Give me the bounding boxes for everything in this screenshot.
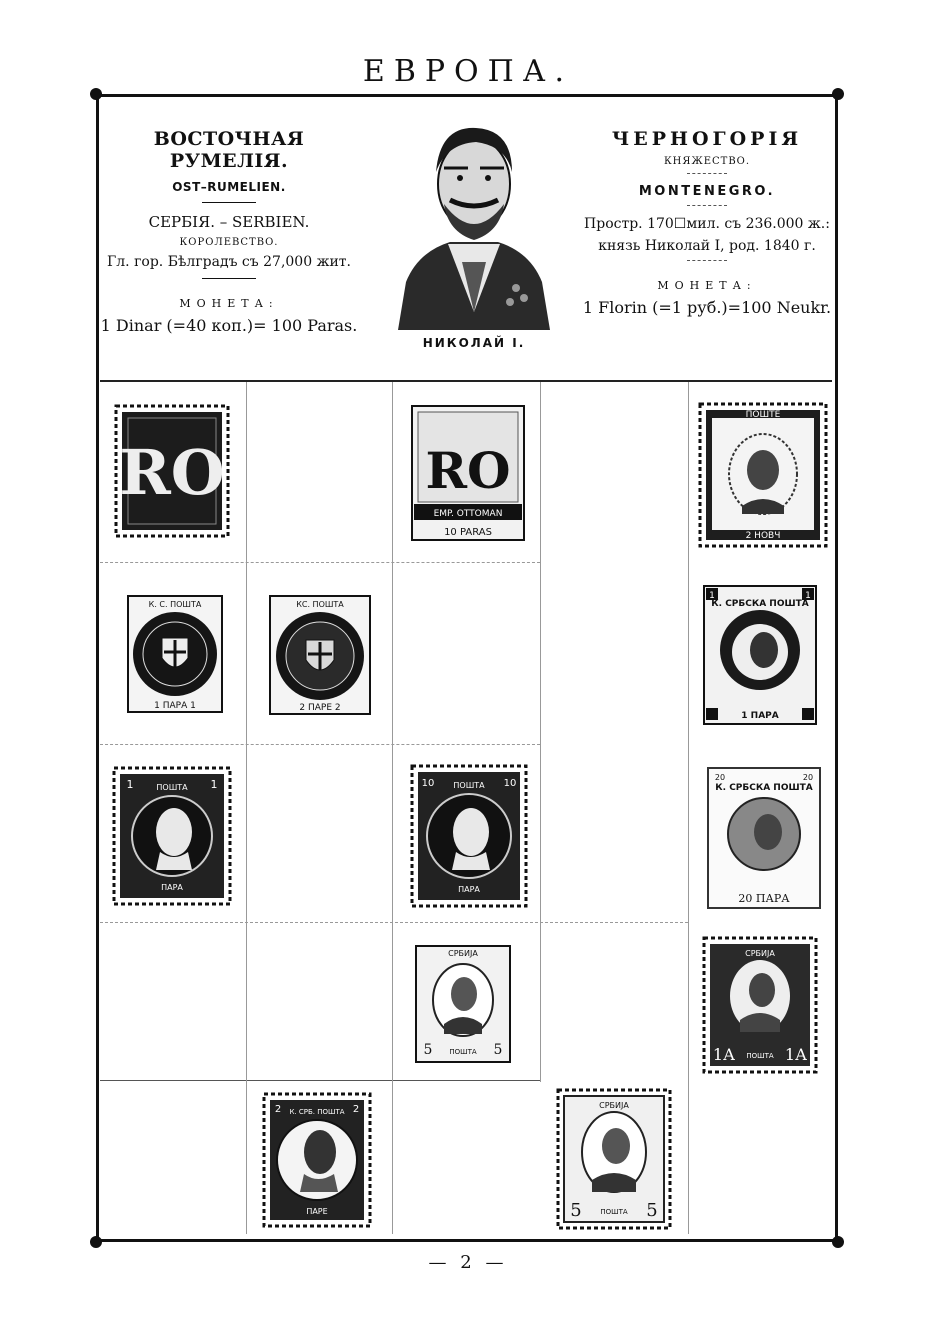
grid-line (688, 382, 689, 1234)
left-country-serbia: СЕРБІЯ. – SERBIEN. (148, 213, 310, 231)
frame-corner-dot (832, 88, 844, 100)
portrait-caption: НИКОЛАЙ I. (422, 336, 526, 350)
stamp-value: 10 PARAS (444, 527, 492, 538)
stamp-serbia-20-para-profile (706, 766, 822, 910)
stamp-top-text: ПОШТЕ (745, 410, 781, 420)
stamp-bottom-text: ПАРЕ (306, 1207, 328, 1216)
stamp-corner-text: 10 (421, 778, 435, 789)
stamp-letters: RO (425, 441, 511, 500)
grid-line (100, 744, 540, 745)
divider (202, 278, 256, 279)
stamp-corner-text: 1 (126, 778, 134, 791)
stamp-bottom-text: 2 ПАРЕ 2 (299, 703, 341, 713)
left-status: КОРОЛЕВСТВО. (179, 237, 279, 248)
divider (202, 202, 256, 203)
stamp-bottom-text: ПАРА (458, 885, 480, 894)
stamp-top-text: К. СРБ. ПОШТА (289, 1108, 345, 1116)
stamp-bottom-text: 2 НОВЧ (745, 531, 781, 541)
portrait-figure-icon (388, 112, 560, 330)
frame-corner-dot (832, 1236, 844, 1248)
stamp-corner-text: 5 (423, 1042, 433, 1058)
stamp-ro-black (114, 404, 230, 538)
grid-line (392, 382, 393, 1234)
frame-corner-dot (90, 88, 102, 100)
stamp-serbia-1-para-profile (702, 584, 818, 726)
stamp-corner-text: 20 (802, 773, 814, 782)
left-capital: Гл. гор. Бѣлградъ съ 27,000 жит. (107, 254, 351, 270)
stamp-serbia-5-srbija-large (556, 1088, 672, 1230)
grid-line (246, 382, 247, 1234)
stamp-corner-text: 1 (709, 591, 715, 601)
stamp-bottom-text: 1 ПАРА 1 (154, 701, 196, 711)
divider (687, 173, 727, 174)
stamp-corner-text: 1А (784, 1045, 808, 1064)
right-money-rate: 1 Florin (=1 руб.)=100 Neukr. (582, 298, 832, 317)
stamp-corner-text: 5 (493, 1042, 503, 1058)
stamp-corner-text: 2 (352, 1104, 360, 1115)
stamp-bottom-text: ПОШТА (449, 1048, 477, 1056)
stamp-corner-text: 10 (503, 778, 517, 789)
stamp-serbia-1a-srbija (702, 936, 818, 1074)
stamp-top-text: СРБИЈА (745, 949, 775, 958)
stamp-serbia-10-para-head (410, 764, 528, 908)
left-header-block (100, 128, 358, 335)
right-heading: ЧЕРНОГОРІЯ (611, 128, 803, 150)
stamp-serbia-5-srbija (414, 944, 512, 1064)
stamp-top-text: СРБИЈА (599, 1101, 629, 1110)
right-header-block (578, 128, 836, 317)
stamp-bottom-text: ПАРА (161, 883, 183, 892)
stamp-band: EMP. OTTOMAN (433, 509, 503, 519)
stamp-top-text: СРБИЈА (448, 949, 478, 958)
stamp-serbia-1-para-head (112, 766, 232, 906)
stamp-corner-text: 2 (274, 1104, 282, 1115)
divider (687, 260, 727, 261)
stamp-montenegro-2-novch (698, 402, 828, 548)
stamp-bottom-text: 20 ПАРА (738, 892, 790, 905)
right-area: Простр. 170☐мил. съ 236.000 ж.: (584, 216, 830, 232)
stamp-serbia-arms-2-pare (268, 594, 372, 716)
right-money-label: МОНЕТА: (657, 279, 757, 292)
stamp-letters: RO (119, 436, 225, 509)
stamp-top-text: ПОШТА (156, 783, 188, 792)
divider (687, 205, 727, 206)
page-title: ЕВРОПА. (362, 54, 574, 89)
portrait-engraving (388, 112, 560, 330)
stamp-corner-text: 20 (714, 773, 726, 782)
stamp-corner-text: 5 (570, 1200, 582, 1221)
right-heading-latin: MONTENEGRO. (638, 184, 776, 199)
stamp-bottom-text: ПОШТА (600, 1208, 628, 1216)
stamp-corner-text: 1 (210, 778, 218, 791)
stamp-serbia-2-pare-head (262, 1092, 372, 1228)
right-status: КНЯЖЕСТВО. (663, 156, 751, 167)
stamp-serbia-arms-1-para (126, 594, 224, 714)
left-money-label: МОНЕТА: (179, 297, 279, 310)
stamp-top-text: К. СРБСКА ПОШТА (715, 783, 813, 793)
left-money-rate: 1 Dinar (=40 коп.)= 100 Paras. (100, 316, 358, 335)
stamp-top-text: К. С. ПОШТА (148, 600, 202, 609)
stamp-corner-text: 5 (646, 1200, 658, 1221)
grid-line (100, 1080, 540, 1081)
stamp-bottom-text: 1 ПАРА (741, 711, 779, 721)
left-heading-german: OST–RUMELIEN. (172, 180, 286, 194)
stamp-top-text: ПОШТА (453, 781, 485, 790)
grid-line (100, 562, 540, 563)
grid-line (100, 922, 688, 923)
right-ruler: князь Николай I, род. 1840 г. (598, 238, 816, 254)
page-number: — 2 — (428, 1252, 508, 1273)
stamp-ro-ottoman (410, 404, 526, 542)
frame-corner-dot (90, 1236, 102, 1248)
stamp-corner-text: 1 (805, 591, 811, 601)
left-heading: ВОСТОЧНАЯ РУМЕЛІЯ. (153, 128, 305, 172)
stamp-corner-text: 1А (712, 1045, 736, 1064)
stamp-bottom-text: ПОШТА (746, 1052, 774, 1060)
grid-line (540, 382, 541, 1082)
stamp-top-text: КС. ПОШТА (296, 600, 344, 609)
stamp-top-text: К. СРБСКА ПОШТА (711, 599, 809, 609)
grid-line (100, 380, 832, 382)
